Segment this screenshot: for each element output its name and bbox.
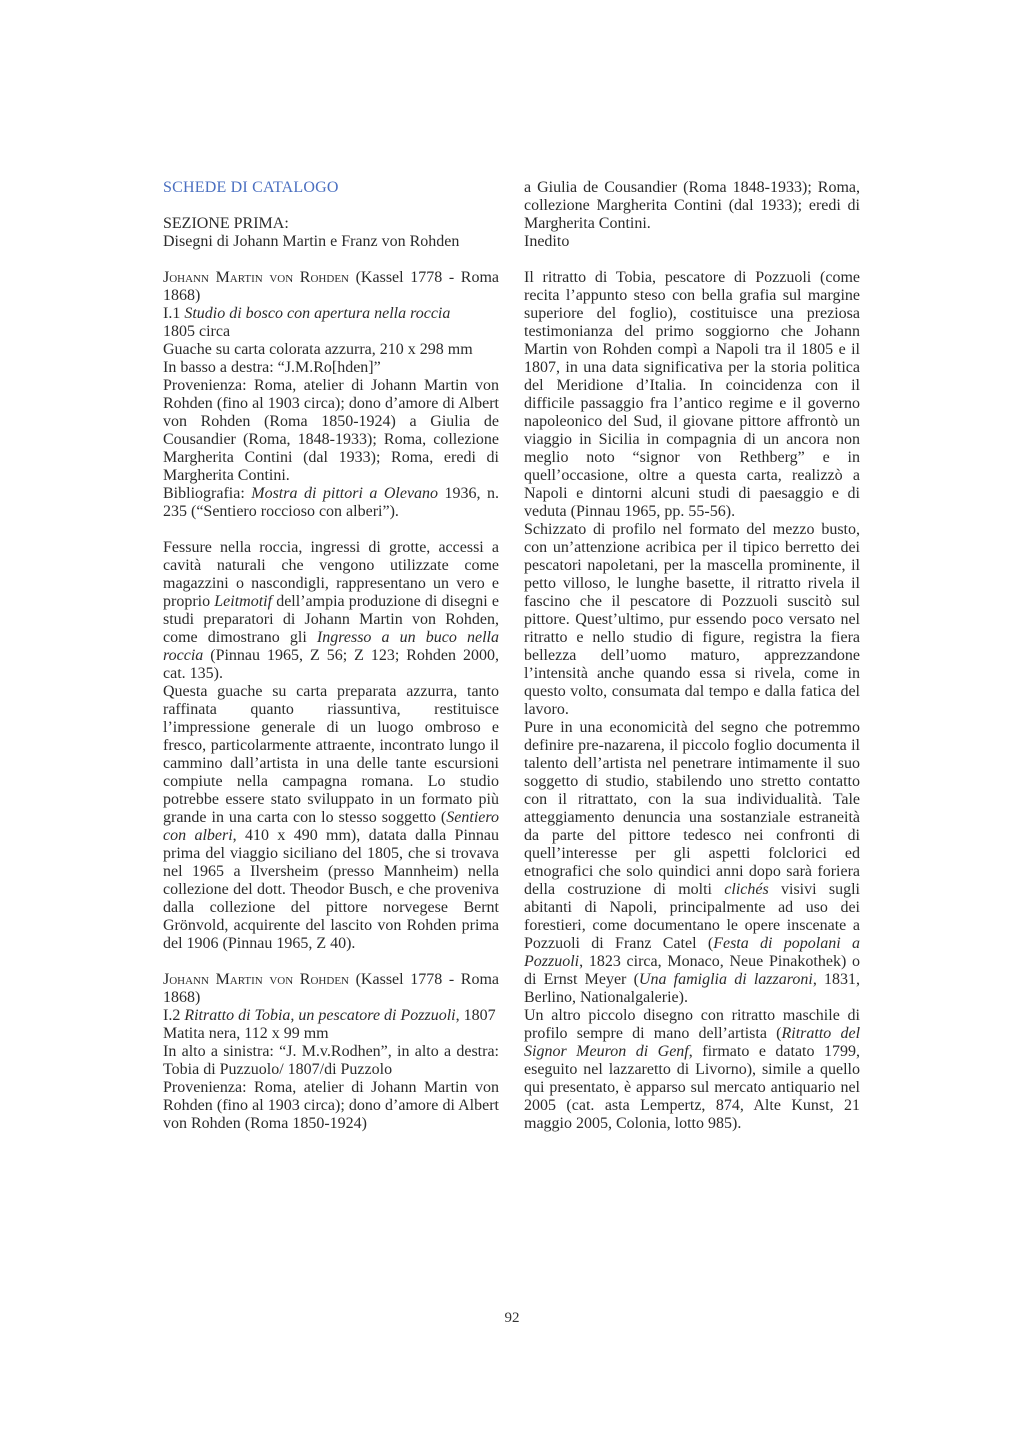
body-text: Schizzato di profilo nel formato del mezzo busto, con un’attenzione acribica per il tipico berretto dei pescatori napoletani, per la mascella prominente, il petto villoso, le lunghe basette, il ritratto rivela il fascino che il pescatore di Pozzuoli suscitò sul pittore. Quest’ultimo, pur essendo poco versato nel ritratto e nello studio di figure, registra la fiera bellezza dell’uomo maturo, apprezzandone l’intensità anche quando essa si rivela, come in questo volto, consumata dal tempo e dalla fatica del lavoro. xyxy=(524,521,860,718)
entry-medium: Guache su carta colorata azzurra, 210 x 298 mm xyxy=(163,341,473,358)
entry-title: Studio di bosco con apertura nella roccia xyxy=(184,305,451,322)
bibliography-rest: 1936, n. 235 (“Sentiero roccioso con alberi”). xyxy=(163,485,500,520)
italic-title-text: clichés xyxy=(724,881,769,898)
essay-paragraph xyxy=(163,683,499,953)
artist-name: Johann Martin von Rohden xyxy=(163,269,349,286)
essay-paragraph xyxy=(524,719,860,1007)
catalog-entry-1 xyxy=(163,269,499,953)
body-text: Questa guache su carta preparata azzurra, tanto raffinata quanto riassuntiva, restituisce l’impressione generale di un luogo ombroso e fresco, particolarmente attraente, incontrato lungo il cammino dall’artista in una delle tante escursioni compiute nella campagna romana. Lo studio potrebbe essere stato sviluppato in un formato più grande in una carta con lo stesso soggetto ( xyxy=(163,683,499,826)
artist-name: Johann Martin von Rohden xyxy=(163,971,349,988)
body-text: , 1831, Berlino, Nationalgalerie). xyxy=(524,971,861,1006)
entry-bibliography xyxy=(163,485,499,521)
artist-dates: (Kassel 1778 - Roma 1868) xyxy=(163,971,499,1006)
italic-title-text: Sentiero con alberi xyxy=(163,809,499,844)
entry-number: I.2 xyxy=(163,1007,185,1024)
entry-provenance-continued: a Giulia de Cousandier (Roma 1848-1933); Roma, collezione Margherita Contini (dal 1933); eredi di Margherita Contini. xyxy=(524,179,860,232)
entry-title-suffix: , 1807 xyxy=(455,1007,496,1024)
entry-bibliography: Inedito xyxy=(524,233,570,250)
body-text: Il ritratto di Tobia, pescatore di Pozzuoli (come recita l’appunto steso con bella grafia sul margine superiore del foglio), costituisce una preziosa testimonianza del primo soggiorno che Johann Martin von Rohden compì a Napoli tra il 1805 e il 1807, in una data significativa per la storia politica del Meridione d’Italia. In coincidenza con il difficile passaggio fra l’antico regime e il governo napoleonico del Sud, il giovane pittore affrontò un viaggio in Sicilia in compagnia di un ancora non meglio noto “signor von Rethberg” e in quell’occasione, oltre a questa carta, realizzò a Napoli e dintorni alcuni studi di paesaggio e di veduta (Pinnau 1965, pp. 55-56). xyxy=(524,269,860,520)
entry-provenance: Provenienza: Roma, atelier di Johann Martin von Rohden (fino al 1903 circa); dono d’amore di Albert von Rohden (Roma 1850-1924) xyxy=(163,1079,499,1132)
essay-paragraph xyxy=(163,539,499,683)
section-heading: SEZIONE PRIMA: xyxy=(163,215,289,232)
entry-provenance: Provenienza: Roma, atelier di Johann Martin von Rohden (fino al 1903 circa); dono d’amore di Albert von Rohden (Roma 1850-1924) a Giulia de Cousandier (Roma, 1848-1933); Roma, collezione Margherita Contini (dal 1933); Roma, eredi di Margherita Contini. xyxy=(163,377,499,484)
body-text: (Pinnau 1965, Z 56; Z 123; Rohden 2000, cat. 135). xyxy=(163,647,499,682)
right-column xyxy=(524,179,860,1133)
entry-title: Ritratto di Tobia, un pescatore di Pozzuoli xyxy=(184,1007,456,1024)
entry-title-line xyxy=(163,1007,499,1025)
entry-number: I.1 xyxy=(163,305,185,322)
italic-title-text: Leitmotif xyxy=(214,593,273,610)
entry-header xyxy=(163,269,499,305)
artist-dates: (Kassel 1778 - Roma 1868) xyxy=(163,269,499,304)
section-subheading: Disegni di Johann Martin e Franz von Rohden xyxy=(163,233,460,250)
section-title: SCHEDE DI CATALOGO xyxy=(163,179,339,196)
essay-paragraph xyxy=(524,1007,860,1133)
entry-header xyxy=(163,971,499,1007)
italic-title-text: Ingresso a un buco nella roccia xyxy=(163,629,500,664)
bibliography-title: Mostra di pittori a Olevano xyxy=(251,485,439,502)
body-text: Un altro piccolo disegno con ritratto maschile di profilo sempre di mano dell’artista ( xyxy=(524,1007,860,1042)
body-text: Pure in una economicità del segno che potremmo definire pre-nazarena, il piccolo foglio documenta il talento dell’artista nel penetrare intimamente il suo soggetto di studio, stabilendo uno stretto contatto con il ritrattato, con la sua individualità. Tale atteggiamento denuncia una sostanziale estraneità da parte del pittore tedesco nei confronti di quell’interesse per gli aspetti folclorici ed etnografici che solo quindici anni dopo sarà foriera della costruzione di molti xyxy=(524,719,860,898)
italic-title-text: Una famiglia di lazzaroni xyxy=(638,971,813,988)
entry-date: 1805 circa xyxy=(163,323,231,340)
body-text: Fessure nella roccia, ingressi di grotte, accessi a cavità naturali che vengono utilizzate come magazzini o nascondigli, rappresentano un vero e proprio xyxy=(163,539,499,610)
body-text: visivi sugli abitanti di Napoli, principalmente ad uso dei forestieri, come documentano le opere inscenate a Pozzuoli di Franz Catel ( xyxy=(524,881,860,952)
body-text: , 410 x 490 mm), datata dalla Pinnau prima del viaggio siciliano del 1805, che si trovava nel 1965 a Ilversheim (presso Mannheim) nella collezione del dott. Theodor Busch, e che proveniva dalla collezione del pittore norvegese Bernt Grönvold, acquirente del lascito von Rohden prima del 1906 (Pinnau 1965, Z 40). xyxy=(163,827,500,952)
entry-essay xyxy=(163,539,499,953)
entry-medium: Matita nera, 112 x 99 mm xyxy=(163,1025,329,1042)
catalog-entry-2 xyxy=(163,971,499,1133)
left-column xyxy=(163,179,499,1133)
essay-paragraph xyxy=(524,521,860,719)
entry-inscription: In basso a destra: “J.M.Ro[hden]” xyxy=(163,359,381,376)
page-number: 92 xyxy=(504,1310,520,1326)
body-text: , firmato e datato 1799, eseguito nel lazzaretto di Livorno), simile a quello qui presentato, è apparso sul mercato antiquario nel 2005 (cat. asta Lempertz, 874, Alte Kunst, 21 maggio 2005, Colonia, lotto 985). xyxy=(524,1043,860,1132)
entry-essay xyxy=(524,269,860,1133)
bibliography-label: Bibliografia: xyxy=(163,485,252,502)
body-text: , 1823 circa, Monaco, Neue Pinakothek) o di Ernst Meyer ( xyxy=(524,953,860,988)
entry-inscription: In alto a sinistra: “J. M.v.Rodhen”, in alto a destra: Tobia di Puzzuolo/ 1807/di Puzzolo xyxy=(163,1043,499,1078)
italic-title-text: Festa di popolani a Pozzuoli xyxy=(524,935,860,970)
body-text: dell’ampia produzione di disegni e studi preparatori di Johann Martin von Rohden, come dimostrano gli xyxy=(163,593,499,646)
entry-title-line xyxy=(163,305,499,323)
italic-title-text: Ritratto del Signor Meuron di Genf xyxy=(524,1025,861,1060)
essay-paragraph xyxy=(524,269,860,521)
